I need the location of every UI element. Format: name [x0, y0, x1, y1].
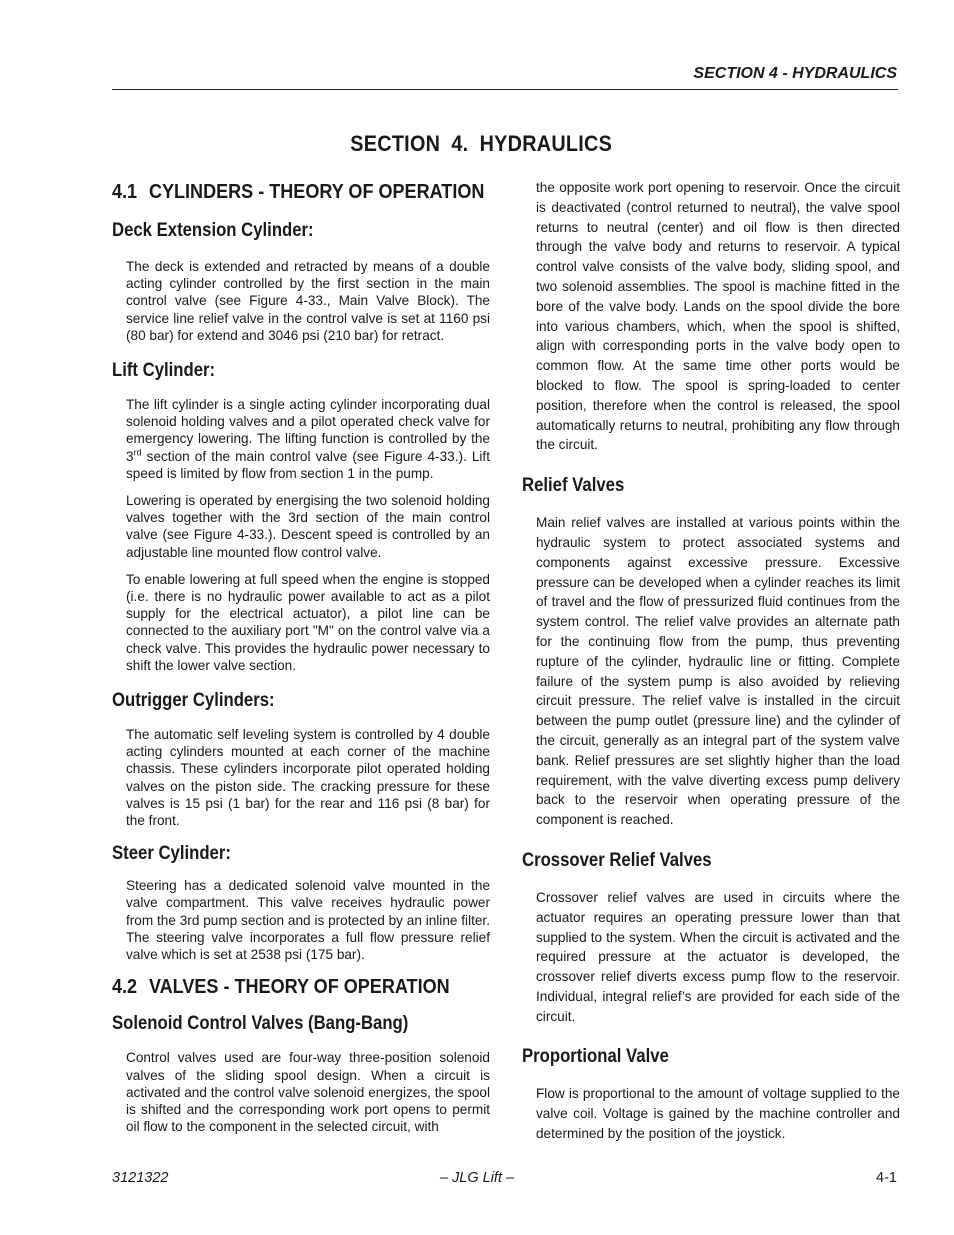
ordinal-suffix: rd	[133, 447, 142, 458]
outrigger-paragraph: The automatic self leveling system is controlled by 4 double acting cylinders mounted at each corner of the machine chassis. These cylinders incorporate pilot operated holding valves on the piston side. The cracking pressure for these valves is 15 psi (1 bar) for the rear and 116 psi (8 bar) for the front.	[126, 727, 490, 829]
lift-text-a: The lift cylinder is a single acting cylinder incorporating dual solenoid holding valves and a pilot operated check valve for emergency lowering. The lifting function is controlled by the 3	[126, 397, 490, 464]
crossover-relief-paragraph: Crossover relief valves are used in circuits where the actuator requires an operating pressure lower than that supplied to the system. When the circuit is activated and the required pressure at the actuator is developed, the crossover relief diverts excess pump flow to the reservoir. Individual, integral relief’s are provided for each side of the circuit.	[536, 889, 900, 1024]
deck-extension-paragraph: The deck is extended and retracted by means of a double acting cylinder controlled by the first section in the main control valve (see Figure 4-33., Main Valve Block). The service line relief valve in the control valve is set at 1160 psi (80 bar) for extend and 3046 psi (210 bar) for retract.	[126, 259, 490, 343]
running-header: SECTION 4 - HYDRAULICS	[693, 65, 897, 82]
right-column	[522, 178, 900, 1144]
section-number: 4.2	[112, 975, 138, 999]
solenoid-paragraph: Control valves used are four-way three-position solenoid valves of the sliding spool design. When a circuit is activated and the control valve solenoid energizes, the spool is shifted and the corresponding work port opens to permit oil flow to the component in the selected circuit, with	[126, 1050, 490, 1135]
lift-cylinder-paragraph-2: Lowering is operated by energising the two solenoid holding valves together with the 3rd section of the main control valve (see Figure 4-33.). Descent speed is controlled by an adjustable line mounted flow control valve.	[126, 493, 490, 560]
steer-cylinder-heading: Steer Cylinder:	[112, 843, 231, 865]
proportional-valve-heading: Proportional Valve	[522, 1046, 669, 1068]
relief-valves-paragraph: Main relief valves are installed at various points within the hydraulic system to protect associated systems and components against excessive pressure. Excessive pressure can be developed when a cylinder reaches its limit of travel and the flow of pressurized fluid continues from the system control. The relief valve provides an alternate path for the continuing flow from the pump, thus preventing rupture of the cylinder, hydraulic line or fitting. Complete failure of the system pump is also avoided by relieving circuit pressure. The relief valve is installed in the circuit between the pump outlet (pressure line) and the cylinder of the circuit, generally as an integral part of the system valve bank. Relief pressures are set slightly higher than the load requirement, with the valve diverting excess pump delivery back to the reservoir when operating pressure of the component is reached.	[536, 515, 900, 828]
lift-text-b: section of the main control valve (see Figure 4-33.). Lift speed is limited by flow from section 1 in the pump.	[126, 448, 490, 481]
lift-cylinder-heading: Lift Cylinder:	[112, 360, 216, 382]
lift-cylinder-paragraph-3: To enable lowering at full speed when the engine is stopped (i.e. there is no hydraulic power available to act as a pilot supply for the electrical actuator), a pilot line can be connected to the auxiliary port "M" on the control valve via a check valve. This provides the hydraulic power necessary to shift the lower valve section.	[126, 571, 490, 673]
steer-paragraph: Steering has a dedicated solenoid valve mounted in the valve compartment. This valve receives hydraulic power from the 3rd pump section and is protected by an inline filter. The steering valve incorporates a full flow pressure relief valve which is set at 2538 psi (175 bar).	[126, 878, 490, 963]
outrigger-cylinders-heading: Outrigger Cylinders:	[112, 690, 275, 712]
deck-extension-heading: Deck Extension Cylinder:	[112, 220, 314, 241]
section-number: 4.1	[112, 180, 138, 203]
section-heading-text: CYLINDERS - THEORY OF OPERATION	[148, 180, 485, 203]
section-4-1-heading	[112, 178, 485, 206]
page-number: 4-1	[876, 1170, 897, 1186]
solenoid-valves-heading: Solenoid Control Valves (Bang-Bang)	[112, 1013, 409, 1035]
proportional-valve-paragraph: Flow is proportional to the amount of voltage supplied to the valve coil. Voltage is gained by the machine controller and determined by the position of the joystick.	[536, 1086, 900, 1142]
solenoid-paragraph-continued: the opposite work port opening to reservoir. Once the circuit is deactivated (control returned to neutral), the valve spool returns to neutral (center) and oil flow is then directed through the valve body and returns to reservoir. A typical control valve consists of the valve body, sliding spool, and two solenoid assemblies. The spool is machine fitted in the bore of the valve body. Lands on the spool divide the bore into various chambers, which, when the spool is shifted, align with corresponding ports in the valve body open to common flow. At the same time other ports would be blocked to flow. The spool is spring-loaded to center position, therefore when the control is released, the spool automatically returns to neutral, prohibiting any flow through the circuit.	[536, 180, 900, 453]
footer-brand: – JLG Lift –	[439, 1170, 515, 1186]
relief-valves-heading: Relief Valves	[522, 475, 625, 497]
document-number: 3121322	[112, 1170, 169, 1186]
left-column	[112, 178, 490, 1135]
header-rule	[112, 89, 898, 90]
lift-cylinder-paragraph-1	[112, 396, 490, 482]
crossover-relief-heading: Crossover Relief Valves	[522, 849, 712, 871]
section-4-2-heading	[112, 973, 450, 1001]
section-heading-text: VALVES - THEORY OF OPERATION	[148, 975, 450, 999]
section-title: SECTION 4. HYDRAULICS	[350, 131, 613, 156]
